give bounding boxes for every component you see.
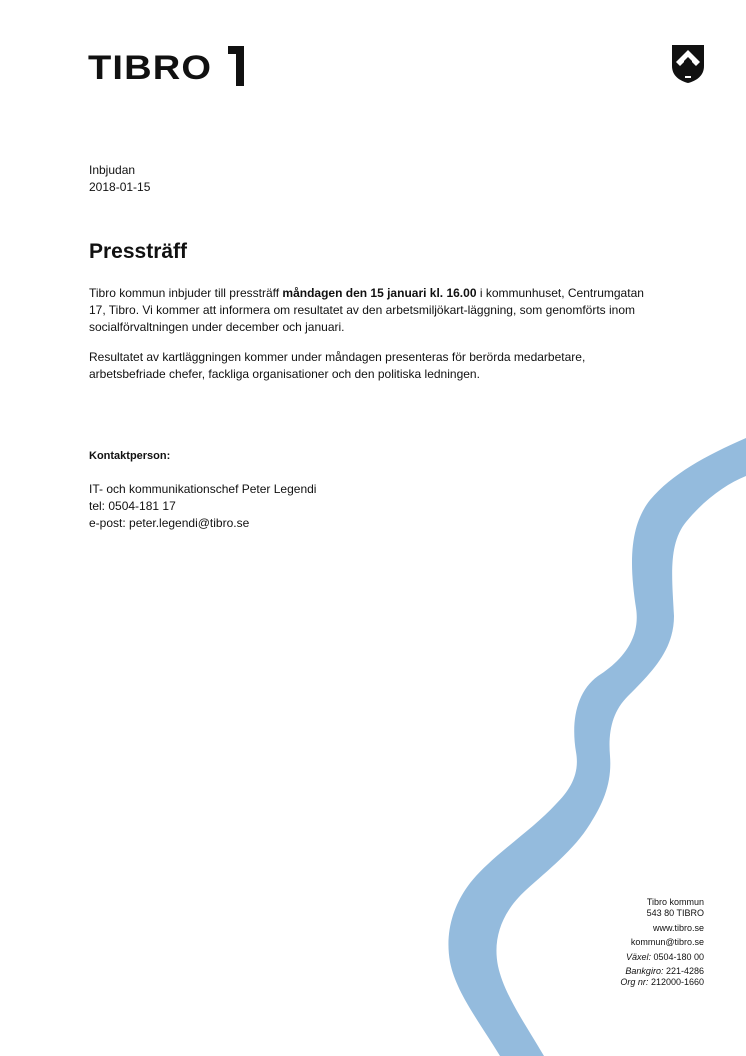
- contact-block: [89, 481, 316, 532]
- footer-vaxel-value: 0504-180 00: [650, 951, 704, 962]
- footer-postal: 543 80 TIBRO: [646, 908, 704, 918]
- paragraph-1-bold: måndagen den 15 januari kl. 16.00: [282, 286, 477, 300]
- footer-orgnr-label: Org nr:: [620, 977, 649, 987]
- paragraph-1-end: i kommunhuset, Centrumgatan 17, Tibro. Vi kommer att informera om resultatet av den arbetsmiljökart-läggning, som genomförts inom socialförvaltningen under december och januari.: [89, 286, 644, 334]
- footer-orgnr-value: 212000-1660: [648, 977, 704, 987]
- footer-email: kommun@tibro.se: [630, 937, 704, 947]
- footer-bankgiro: [620, 966, 704, 977]
- logo-mark: [228, 46, 244, 86]
- logo-wordmark: TIBRO: [88, 49, 213, 87]
- paragraph-1-start: Tibro kommun inbjuder till pressträff: [89, 286, 283, 300]
- coat-of-arms-icon: [671, 44, 705, 84]
- document-meta: [89, 162, 150, 196]
- document-type: Inbjudan: [89, 163, 136, 177]
- document-date: 2018-01-15: [89, 180, 151, 194]
- footer-address: [620, 897, 704, 988]
- footer-web: www.tibro.se: [652, 922, 704, 933]
- footer-vaxel-label: Växel:: [625, 951, 651, 962]
- paragraph-1: [89, 285, 649, 336]
- contact-email: e-post: peter.legendi@tibro.se: [89, 516, 250, 530]
- footer-bankgiro-value: 221-4286: [663, 966, 704, 976]
- footer-vaxel: [620, 952, 704, 963]
- footer-bankgiro-label: Bankgiro:: [625, 966, 664, 976]
- paragraph-2: Resultatet av kartläggningen kommer under måndagen presenteras för berörda medarbetare, arbetsbefriade chefer, fackliga organisationer och den politiska ledningen.: [89, 350, 586, 381]
- page-title: Pressträff: [89, 240, 188, 263]
- footer-org: Tibro kommun: [646, 897, 704, 907]
- contact-name: IT- och kommunikationschef Peter Legendi: [89, 482, 317, 496]
- contact-phone: tel: 0504-181 17: [89, 499, 176, 513]
- footer-orgnr: [620, 977, 704, 988]
- contact-heading: Kontaktperson:: [89, 450, 171, 462]
